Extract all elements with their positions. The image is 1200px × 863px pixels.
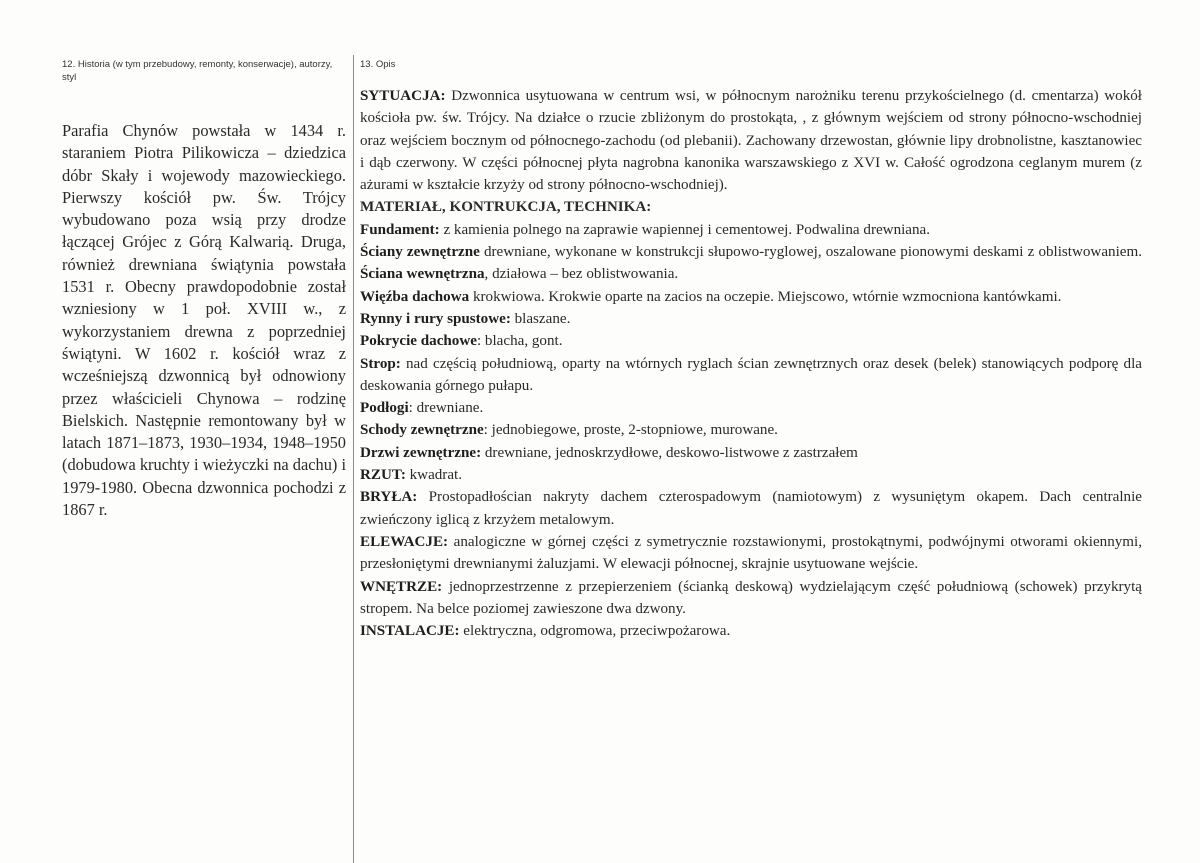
sciany-label: Ściany zewnętrzne [360,244,480,261]
rzut-label: RZUT: [360,467,406,484]
wnetrze-paragraph [360,576,1142,621]
pokrycie-label: Pokrycie dachowe [360,333,477,350]
podlogi-paragraph [360,397,1142,419]
fundament-label: Fundament: [360,221,440,238]
instalacje-text: elektryczna, odgromowa, przeciwpożarowa. [459,623,731,640]
column-divider [353,55,354,863]
strop-paragraph [360,353,1142,398]
podlogi-text: : drewniane. [408,400,484,417]
sytuacja-text: Dzwonnica usytuowana w centrum wsi, w północnym narożniku terenu przykościelnego (d. cmentarza) wokół kościoła pw. św. Trójcy. Na działce o rzucie zbliżonym do prostokąta, , z głównym wejściem od strony północno-wschodniej oraz wejściem bocznym od północnego-zachodu (od plebanii). Zachowany drzewostan, głównie lipy drobnolistne, kasztanowiec i dąb czerwony. W części północnej płyta nagrobna kanonika warszawskiego z XVI w. Całość ogrodzona ceglanym murem (z ażurami w kształcie krzyży od strony północno-wschodniej). [360,88,1142,194]
material-heading: MATERIAŁ, KONTRUKCJA, TECHNIKA: [360,199,652,216]
strop-label: Strop: [360,355,401,372]
elewacje-text: analogiczne w górnej części z symetrycznie rozstawionymi, prostokątnymi, podwójnymi otworami okiennymi, przesłoniętymi drewnianymi żaluzjami. W elewacji północnej, skrajnie usytuowane wejście. [360,533,1142,573]
instalacje-label: INSTALACJE: [360,623,460,640]
rynny-paragraph [360,308,1142,330]
drzwi-paragraph [360,442,1142,464]
strop-text: nad częścią południową, oparty na wtórnych ryglach ścian zewnętrznych oraz desek (belek) stanowiących podporę dla deskowania górnego pułapu. [360,355,1142,394]
wiezba-paragraph [360,286,1142,308]
wnetrze-text: jednoprzestrzenne z przepierzeniem (ścianką deskową) wydzielającym część południową (schowek) przykrytą stropem. Na belce poziomej zawieszone dwa dzwony. [360,578,1142,617]
history-header: 12. Historia (w tym przebudowy, remonty, konserwacje), autorzy, styl [62,59,333,83]
schody-label: Schody zewnętrzne [360,422,484,439]
fundament-text: z kamienia polnego na zaprawie wapiennej i cementowej. Podwalina drewniana. [439,221,931,238]
history-column [62,58,346,521]
sciany-paragraph [360,241,1142,286]
wiezba-text: krokwiowa. Krokwie oparte na zacios na oczepie. Miejscowo, wtórnie wzmocniona kantówkami. [469,288,1062,305]
bryla-label: BRYŁA: [360,489,418,506]
wiezba-label: Więźba dachowa [360,288,470,305]
history-text: Parafia Chynów powstała w 1434 r. staraniem Piotra Pilikowicza – dziedzica dóbr Skały i wojewody mazowieckiego. Pierwszy kościół pw. Św. Trójcy wybudowano poza wsią przy drodze łączącej Grójec z Górą Kalwarią. Druga, również drewniana świątynia powstała 1531 r. Obecny prawdopodobnie został wzniesiony w 1 poł. XVIII w., z wykorzystaniem drewna z poprzedniej świątyni. W 1602 r. kościół wraz z wcześniejszą dzwonnicą był odnowiony przez właścicieli Chynowa – rodzinę Bielskich. Następnie remontowany był w latach 1871–1873, 1930–1934, 1948–1950 (dobudowa kruchty i wieżyczki na dachu) i 1979-1980. Obecna dzwonnica pochodzi z 1867 r. [62,121,347,520]
pokrycie-text: : blacha, gont. [476,333,563,350]
rzut-text: kwadrat. [405,467,463,484]
drzwi-text: drewniane, jednoskrzydłowe, deskowo-listwowe z zastrzałem [481,444,858,461]
description-body [360,85,1142,642]
elewacje-label: ELEWACJE: [360,533,449,550]
bryla-text: Prostopadłościan nakryty dachem czterospadowym (namiotowym) z wysuniętym okapem. Dach centralnie zwieńczony iglicą z krzyżem metalowym. [360,489,1142,528]
pokrycie-paragraph [360,330,1142,352]
rynny-text: blaszane. [510,310,571,327]
rzut-paragraph [360,464,1142,486]
podlogi-label: Podłogi [360,400,409,417]
elewacje-paragraph [360,531,1142,576]
description-header: 13. Opis [360,59,396,70]
schody-paragraph [360,419,1142,441]
sciany-text: drewniane, wykonane w konstrukcji słupowo-ryglowej, oszalowane pionowymi deskami z oblistwowaniem. [479,244,1142,261]
sytuacja-label: SYTUACJA: [360,88,446,104]
rynny-label: Rynny i rury spustowe: [360,310,511,327]
fundament-paragraph [360,219,1142,241]
schody-text: : jednobiegowe, proste, 2-stopniowe, murowane. [483,422,778,439]
sciana-wewnetrzna-text: , działowa – bez oblistwowania. [484,266,679,283]
sciana-wewnetrzna-label: Ściana wewnętrzna [360,266,485,283]
drzwi-label: Drzwi zewnętrzne: [360,444,482,461]
wnetrze-label: WNĘTRZE: [360,578,443,595]
description-column [360,58,1142,642]
bryla-paragraph [360,486,1142,531]
sytuacja-paragraph [360,85,1142,196]
instalacje-paragraph [360,620,1142,642]
